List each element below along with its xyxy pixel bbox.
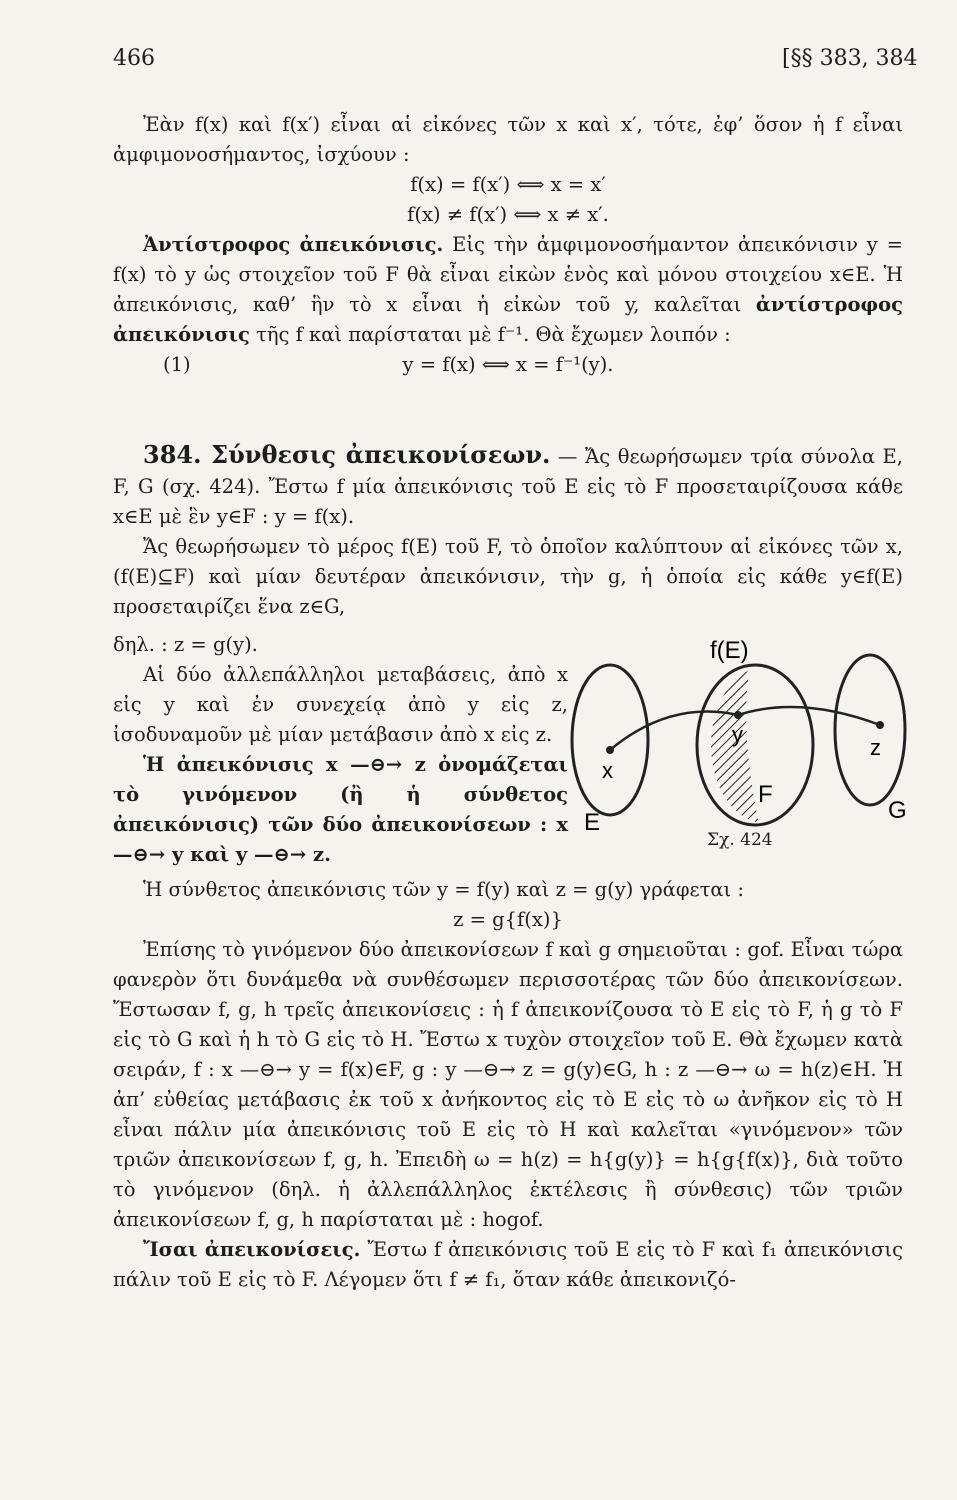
equation-1 <box>113 350 903 380</box>
paragraph-product-definition: Ἡ ἀπεικόνισις x —⊖→ z ὀνομάζεται τὸ γινόμενον (ἢ ἡ σύνθετος ἀπεικόνισις) τῶν δύο ἀπεικονίσεων : x —⊖→ y καὶ y —⊖→ z. <box>113 753 568 866</box>
section-intro-text: — Ἄς θεωρήσωμεν τρία σύνολα E, F, G (σχ. 424). Ἔστω f μία ἀπεικόνισις τοῦ E εἰς τὸ F προσεταιρίζουσα κάθε x∈E μὲ ἓν y∈F : y = f(x). <box>113 445 903 528</box>
paragraph-fe: Ἄς θεωρήσωμεν τὸ μέρος f(E) τοῦ F, τὸ ὁποῖον καλύπτουν αἱ εἰκόνες τῶν x, (f(E)⊆F) καὶ μίαν δευτέραν ἀπεικόνισιν, τὴν g, ἡ ὁποία εἰς κάθε y∈f(E) προσεταιρίζει ἕνα z∈G, <box>113 535 903 618</box>
equation-number: (1) <box>163 353 191 376</box>
equation-composite: z = g{f(x)} <box>453 908 563 931</box>
section-rest <box>113 875 903 1295</box>
equation-equal: f(x) = f(x′) ⟺ x = x′ <box>410 173 606 196</box>
paragraph-equal <box>113 1235 903 1295</box>
inverse-heading: Ἀντίστροφος ἀπεικόνισις. <box>143 233 444 256</box>
point-x <box>606 746 614 754</box>
label-x: x <box>602 758 613 783</box>
inverse-text-1: Εἰς τὴν ἀμφιμονοσήμαντον ἀπεικόνισιν y = f(x) τὸ y ὡς στοιχεῖον τοῦ F θὰ εἶναι εἰκὼν ἑνὸς καὶ μόνου στοιχείου x∈E. Ἡ ἀπεικόνισις, καθ’ ἣν τὸ x εἶναι ἡ εἰκὼν τοῦ y, καλεῖται <box>113 233 903 316</box>
inverse-text-2: τῆς f καὶ παρίσταται μὲ f⁻¹. Θὰ ἔχωμεν λοιπόν : <box>249 323 731 346</box>
equal-text: Ἔστω f ἀπεικόνισις τοῦ E εἰς τὸ F καὶ f₁ ἀπεικόνισις πάλιν τοῦ E εἰς τὸ F. Λέγομεν ὅτι f ≠ f₁, ὅταν κάθε ἀπεικονιζό- <box>113 1238 903 1291</box>
label-y: y <box>732 722 743 747</box>
paragraph-images: Ἐὰν f(x) καὶ f(x′) εἶναι αἱ εἰκόνες τῶν x καὶ x′, τότε, ἐφ’ ὅσον ἡ f εἶναι ἀμφιμονοσήμαντος, ἰσχύουν : <box>113 113 903 166</box>
label-fe: f(E) <box>710 637 749 664</box>
equation-unequal: f(x) ≠ f(x′) ⟺ x ≠ x′. <box>407 203 609 226</box>
label-set-e: E <box>584 809 601 836</box>
figure-caption: Σχ. 424 <box>707 830 773 850</box>
paragraph-inverse <box>113 230 903 350</box>
section-reference: [§§ 383, 384 <box>782 46 918 71</box>
point-y <box>734 711 742 719</box>
paragraph-composite: Ἡ σύνθετος ἀπεικόνισις τῶν y = f(y) καὶ z = g(y) γράφεται : <box>143 878 744 901</box>
paragraph-transitions: Αἱ δύο ἀλλεπάλληλοι μεταβάσεις, ἀπὸ x εἰς y καὶ ἐν συνεχείᾳ ἀπὸ y εἰς z, ἰσοδυναμοῦν μὲ μίαν μετάβασιν ἀπὸ x εἰς z. <box>113 663 568 746</box>
label-z: z <box>870 735 881 760</box>
equation-inverse: y = f(x) ⟺ x = f⁻¹(y). <box>402 353 614 376</box>
page-number: 466 <box>113 46 155 71</box>
set-e-ellipse <box>572 665 648 815</box>
section-title: 384. Σύνθεσις ἀπεικονίσεων. <box>143 440 551 469</box>
label-set-g: G <box>888 797 907 824</box>
paragraph-gof: Ἐπίσης τὸ γινόμενον δύο ἀπεικονίσεων f καὶ g σημειοῦται : gof. Εἶναι τώρα φανερὸν ὅτι δυνάμεθα νὰ συνθέσωμεν περισσοτέρας τῶν δύο ἀπεικονίσεων. Ἔστωσαν f, g, h τρεῖς ἀπεικονίσεις : ἡ f ἀπεικονίζουσα τὸ E εἰς τὸ F, ἡ g τὸ F εἰς τὸ G καὶ ἡ h τὸ G εἰς τὸ H. Ἔστω x τυχὸν στοιχεῖον τοῦ E. Θὰ ἔχωμεν κατὰ σειράν, f : x —⊖→ y = f(x)∈F, g : y —⊖→ z = g(y)∈G, h : z —⊖→ ω = h(z)∈H. Ἡ ἀπ’ εὐθείας μετάβασις ἐκ τοῦ x ἀνήκοντος εἰς τὸ E εἰς τὸ ω ἀνῆκον εἰς τὸ H εἶναι πάλιν μία ἀπεικόνισις τοῦ E εἰς τὸ H καὶ καλεῖται «γινόμενον» τῶν τριῶν ἀπεικονίσεων f, g, h. Ἐπειδὴ ω = h(z) = h{g(y)} = h{g{f(x)}, διὰ τοῦτο τὸ γινόμενον (δηλ. ἡ ἀλλεπάλληλος ἐκτέλεσις ἢ σύνθεσις) τῶν τριῶν ἀπεικονίσεων f, g, h παρίσταται μὲ : hogof. <box>113 938 903 1231</box>
section-intro <box>113 440 903 532</box>
equal-heading: Ἴσαι ἀπεικονίσεις. <box>143 1238 361 1261</box>
point-z <box>876 721 884 729</box>
inverse-term: ἀντίστροφος ἀπεικόνισις <box>113 293 903 346</box>
set-g-ellipse <box>835 655 905 805</box>
section-narrow-column <box>113 630 568 870</box>
text-block-top <box>113 110 903 380</box>
label-set-f: F <box>758 781 773 808</box>
paragraph-def-g: δηλ. : z = g(y). <box>113 633 258 656</box>
section-384 <box>113 440 903 622</box>
